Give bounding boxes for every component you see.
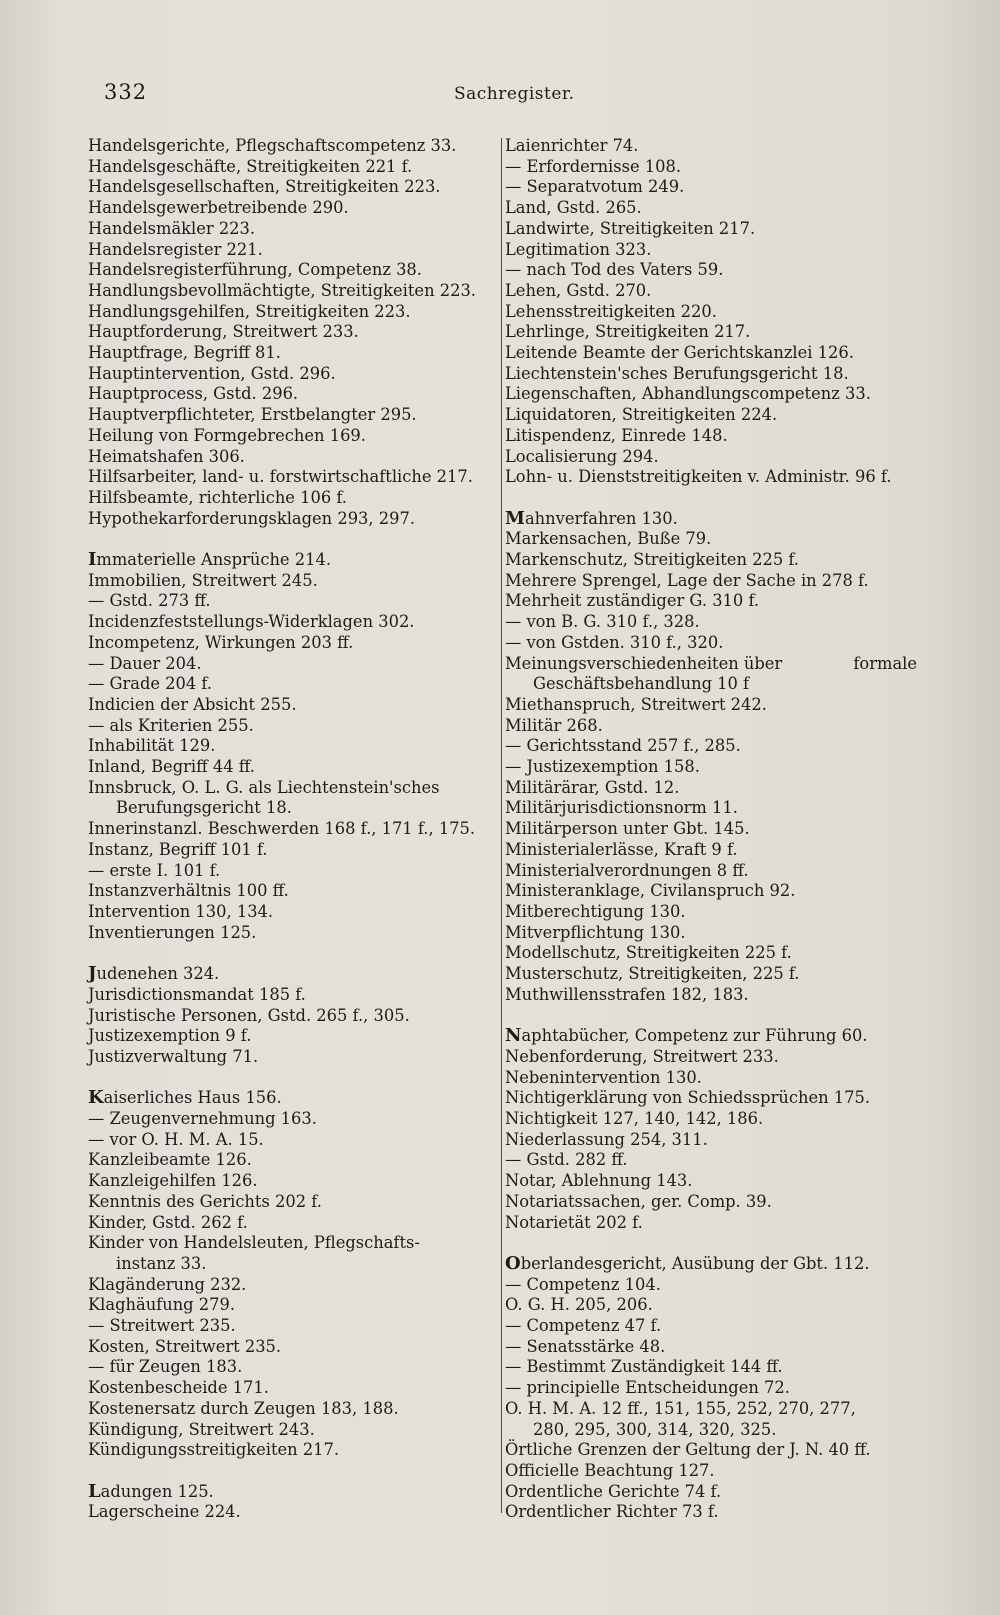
- index-entry: — vor O. H. M. A. 15.: [88, 1129, 264, 1149]
- index-entry: Hilfsarbeiter, land- u. forstwirtschaftliche 217.: [88, 467, 473, 487]
- index-entry: Handelsgesellschaften, Streitigkeiten 223.: [88, 177, 441, 197]
- section-gap: [88, 529, 498, 550]
- index-column-left: [88, 136, 498, 1523]
- index-entry: — Zeugenvernehmung 163.: [88, 1109, 317, 1128]
- index-entry: — Separatvotum 249.: [505, 177, 685, 197]
- index-entry: Kündigungsstreitigkeiten 217.: [88, 1440, 340, 1460]
- index-entry: Handelsgeschäfte, Streitigkeiten 221 f.: [88, 156, 413, 176]
- index-entry: Notariatssachen, ger. Comp. 39.: [505, 1191, 772, 1211]
- index-entry: — nach Tod des Vaters 59.: [505, 260, 724, 280]
- index-entry: — als Kriterien 255.: [88, 715, 254, 735]
- section-gap: [88, 943, 498, 964]
- index-entry: — Bestimmt Zuständigkeit 144 ff.: [505, 1357, 783, 1377]
- index-entry: Markenschutz, Streitigkeiten 225 f.: [505, 550, 799, 570]
- index-entry: Ministerialerlässe, Kraft 9 f.: [505, 839, 738, 859]
- index-entry: Hilfsbeamte, richterliche 106 f.: [88, 487, 347, 507]
- index-entry: — Gerichtsstand 257 f., 285.: [505, 736, 741, 756]
- index-entry: Handelsregister 221.: [88, 239, 263, 259]
- index-entry: Leitende Beamte der Gerichtskanzlei 126.: [505, 343, 854, 363]
- index-entry: Oberlandesgericht, Ausübung der Gbt. 112.: [505, 1252, 870, 1274]
- index-entry: — Streitwert 235.: [88, 1316, 236, 1336]
- index-entry: Notar, Ablehnung 143.: [505, 1171, 693, 1191]
- index-entry: [505, 654, 917, 675]
- index-entry: — Justizexemption 158.: [505, 757, 700, 777]
- index-entry: Kaiserliches Haus 156.: [88, 1087, 282, 1109]
- index-entry: Miethanspruch, Streitwert 242.: [505, 694, 767, 714]
- page-number: 332: [104, 80, 148, 104]
- index-entry: Incidenzfeststellungs-Widerklagen 302.: [88, 612, 415, 632]
- index-column-right: [505, 136, 917, 1523]
- index-entry: Indicien der Absicht 255.: [88, 694, 297, 714]
- index-entry: Militär 268.: [505, 715, 603, 735]
- index-entry: Klaghäufung 279.: [88, 1295, 236, 1315]
- index-entry: Ladungen 125.: [88, 1480, 214, 1502]
- index-entry: Hauptforderung, Streitwert 233.: [88, 322, 359, 342]
- section-gap: [505, 1233, 917, 1254]
- index-entry: Mitberechtigung 130.: [505, 902, 686, 921]
- index-entry: Nichtigkeit 127, 140, 142, 186.: [505, 1109, 764, 1129]
- index-entry: Hauptprocess, Gstd. 296.: [88, 384, 299, 404]
- index-entry: Instanz, Begriff 101 f.: [88, 839, 268, 859]
- index-entry: Ministerialverordnungen 8 ff.: [505, 860, 749, 880]
- section-gap: [505, 488, 917, 509]
- index-entry: — Gstd. 273 ff.: [88, 591, 211, 611]
- index-entry-text-left: Meinungsverschiedenheiten über: [505, 653, 783, 673]
- index-entry-continuation: Berufungsgericht 18.: [116, 798, 292, 818]
- index-entry: — Competenz 47 f.: [505, 1316, 662, 1336]
- index-entry: Muthwillensstrafen 182, 183.: [505, 984, 749, 1004]
- index-entry: — Competenz 104.: [505, 1274, 661, 1294]
- index-entry: Inland, Begriff 44 ff.: [88, 757, 255, 777]
- index-entry: Hypothekarforderungsklagen 293, 297.: [88, 508, 416, 528]
- index-entry-continuation: 280, 295, 300, 314, 320, 325.: [533, 1419, 777, 1439]
- index-entry: Kanzleibeamte 126.: [88, 1150, 252, 1170]
- index-entry: Liquidatoren, Streitigkeiten 224.: [505, 405, 778, 425]
- index-entry: — Erfordernisse 108.: [505, 156, 682, 176]
- index-entry: — von Gstden. 310 f., 320.: [505, 632, 724, 652]
- index-entry: — Gstd. 282 ff.: [505, 1150, 628, 1170]
- index-entry: Lehensstreitigkeiten 220.: [505, 301, 717, 321]
- index-entry-continuation: instanz 33.: [116, 1253, 207, 1273]
- index-entry: Immobilien, Streitwert 245.: [88, 570, 318, 590]
- index-entry: Lohn- u. Dienststreitigkeiten v. Administr. 96 f.: [505, 467, 892, 487]
- index-entry: Handelsregisterführung, Competenz 38.: [88, 260, 422, 280]
- index-entry: Kosten, Streitwert 235.: [88, 1336, 282, 1356]
- index-entry: Incompetenz, Wirkungen 203 ff.: [88, 632, 354, 652]
- index-entry: Nichtigerklärung von Schiedssprüchen 175.: [505, 1088, 871, 1108]
- index-entry: — erste I. 101 f.: [88, 860, 221, 880]
- page-header: [0, 80, 1000, 114]
- index-entry: Mehrere Sprengel, Lage der Sache in 278 f.: [505, 570, 869, 590]
- index-entry: Judenehen 324.: [88, 963, 220, 985]
- index-entry: Handelsgerichte, Pflegschaftscompetenz 33.: [88, 136, 457, 155]
- index-entry: Landwirte, Streitigkeiten 217.: [505, 218, 756, 238]
- index-entry: Officielle Beachtung 127.: [505, 1460, 715, 1480]
- running-title: Sachregister.: [454, 84, 575, 104]
- index-entry: Militärperson unter Gbt. 145.: [505, 819, 750, 839]
- index-entry: Ordentliche Gerichte 74 f.: [505, 1481, 722, 1501]
- index-entry: Lehrlinge, Streitigkeiten 217.: [505, 322, 751, 342]
- index-entry: Ordentlicher Richter 73 f.: [505, 1502, 719, 1522]
- index-entry: Justizexemption 9 f.: [88, 1026, 252, 1046]
- index-entry: Heimatshafen 306.: [88, 446, 245, 466]
- index-entry: Heilung von Formgebrechen 169.: [88, 425, 366, 445]
- index-entry: Mahnverfahren 130.: [505, 507, 678, 529]
- section-gap: [88, 1461, 498, 1482]
- index-entry-text-right: formale: [853, 653, 917, 673]
- index-entry: Mitverpflichtung 130.: [505, 922, 686, 942]
- index-entry: Legitimation 323.: [505, 239, 652, 259]
- index-entry: Örtliche Grenzen der Geltung der J. N. 40 ff.: [505, 1440, 871, 1460]
- index-entry: Handelsmäkler 223.: [88, 218, 256, 238]
- index-entry: Instanzverhältnis 100 ff.: [88, 881, 289, 901]
- index-entry: Mehrheit zuständiger G. 310 f.: [505, 591, 760, 611]
- index-entry: — Grade 204 f.: [88, 674, 213, 694]
- index-entry: Kinder von Handelsleuten, Pflegschafts-: [88, 1233, 420, 1253]
- index-entry-continuation: Geschäftsbehandlung 10 f: [533, 674, 750, 694]
- index-entry: Innsbruck, O. L. G. als Liechtenstein'sches: [88, 777, 440, 797]
- index-entry: Musterschutz, Streitigkeiten, 225 f.: [505, 964, 800, 984]
- index-entry: Kanzleigehilfen 126.: [88, 1171, 258, 1191]
- index-entry: — von B. G. 310 f., 328.: [505, 612, 700, 632]
- index-entry: Kostenersatz durch Zeugen 183, 188.: [88, 1398, 399, 1418]
- index-entry: Niederlassung 254, 311.: [505, 1129, 708, 1149]
- index-entry: Kenntnis des Gerichts 202 f.: [88, 1191, 322, 1211]
- index-entry: — principielle Entscheidungen 72.: [505, 1378, 790, 1398]
- index-entry: Justizverwaltung 71.: [88, 1046, 259, 1066]
- index-entry: Land, Gstd. 265.: [505, 198, 642, 218]
- column-divider: [501, 138, 502, 1513]
- index-entry: Nebenintervention 130.: [505, 1067, 702, 1087]
- index-entry: Hauptverpflichteter, Erstbelangter 295.: [88, 405, 417, 425]
- index-entry: Liechtenstein'sches Berufungsgericht 18.: [505, 363, 849, 383]
- index-entry: Inhabilität 129.: [88, 736, 216, 756]
- index-entry: Modellschutz, Streitigkeiten 225 f.: [505, 943, 792, 963]
- index-entry: O. G. H. 205, 206.: [505, 1295, 653, 1315]
- index-entry: Militärärar, Gstd. 12.: [505, 777, 680, 797]
- index-entry: O. H. M. A. 12 ff., 151, 155, 252, 270, 277,: [505, 1398, 856, 1418]
- index-entry: Handelsgewerbetreibende 290.: [88, 198, 349, 218]
- index-entry: Kündigung, Streitwert 243.: [88, 1419, 315, 1439]
- index-entry: Innerinstanzl. Beschwerden 168 f., 171 f., 175.: [88, 819, 476, 839]
- section-gap: [88, 1068, 498, 1089]
- index-entry: Inventierungen 125.: [88, 922, 257, 942]
- index-entry: Markensachen, Buße 79.: [505, 529, 712, 549]
- index-entry: Jurisdictionsmandat 185 f.: [88, 984, 306, 1004]
- index-entry: — Senatsstärke 48.: [505, 1336, 666, 1356]
- index-entry: Juristische Personen, Gstd. 265 f., 305.: [88, 1005, 410, 1025]
- index-entry: Localisierung 294.: [505, 446, 659, 466]
- index-entry: Lehen, Gstd. 270.: [505, 280, 652, 300]
- index-entry: Handlungsgehilfen, Streitigkeiten 223.: [88, 301, 411, 321]
- index-entry: Kinder, Gstd. 262 f.: [88, 1212, 248, 1232]
- section-gap: [505, 1006, 917, 1027]
- index-entry: Notarietät 202 f.: [505, 1212, 643, 1232]
- index-entry: Klagänderung 232.: [88, 1274, 247, 1294]
- index-entry: Laienrichter 74.: [505, 136, 639, 155]
- index-entry: Hauptintervention, Gstd. 296.: [88, 363, 336, 383]
- index-entry: — Dauer 204.: [88, 653, 202, 673]
- index-entry: Ministeranklage, Civilanspruch 92.: [505, 881, 796, 901]
- index-entry: Handlungsbevollmächtigte, Streitigkeiten 223.: [88, 280, 476, 300]
- index-entry: Hauptfrage, Begriff 81.: [88, 343, 281, 363]
- index-entry: Intervention 130, 134.: [88, 902, 274, 921]
- index-entry: Liegenschaften, Abhandlungscompetenz 33.: [505, 384, 871, 404]
- index-entry: Kostenbescheide 171.: [88, 1378, 269, 1398]
- index-entry: Militärjurisdictionsnorm 11.: [505, 798, 738, 818]
- index-entry: Litispendenz, Einrede 148.: [505, 425, 728, 445]
- index-entry: Naphtabücher, Competenz zur Führung 60.: [505, 1025, 868, 1047]
- index-entry: Nebenforderung, Streitwert 233.: [505, 1046, 779, 1066]
- index-entry: Immaterielle Ansprüche 214.: [88, 549, 331, 571]
- index-entry: Lagerscheine 224.: [88, 1502, 241, 1522]
- index-entry: — für Zeugen 183.: [88, 1357, 243, 1377]
